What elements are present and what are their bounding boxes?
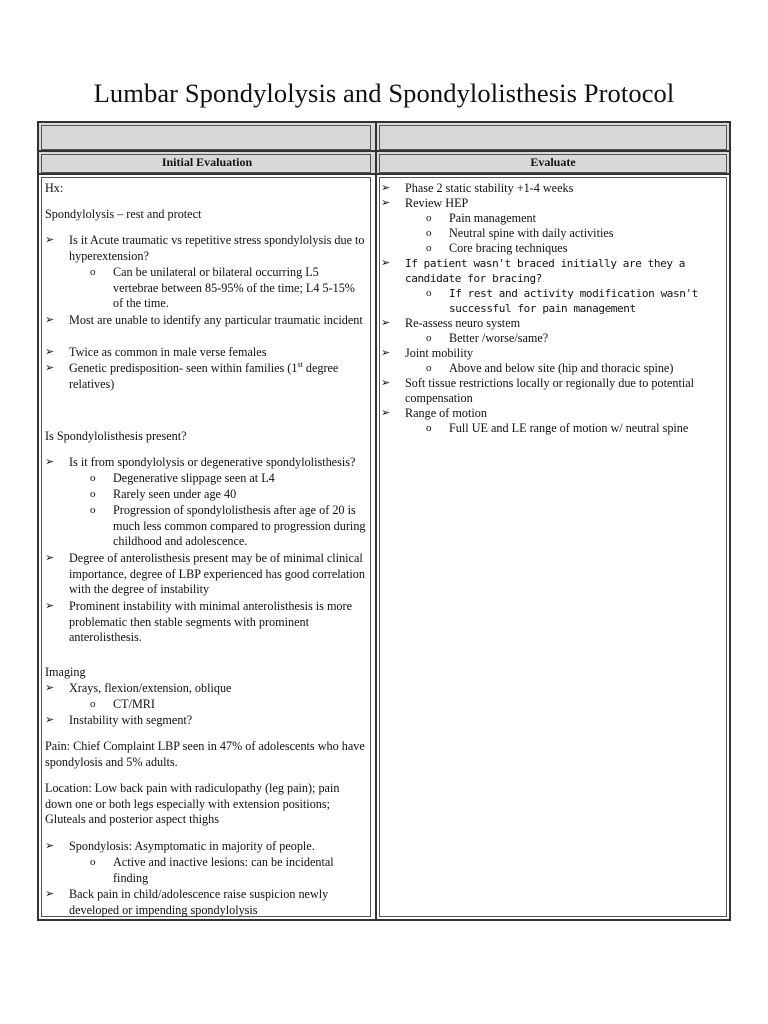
arrow-bullet-icon: ➢ — [381, 317, 391, 329]
protocol-table — [37, 121, 731, 921]
arrow-bullet-icon: ➢ — [381, 257, 391, 269]
arrow-bullet-icon: ➢ — [45, 600, 55, 612]
left-bullet-item — [45, 599, 367, 646]
left-text-7: Is Spondylolisthesis present? — [45, 429, 187, 443]
right-sub-item — [381, 361, 721, 376]
left-paragraph — [45, 181, 367, 197]
left-paragraph — [45, 429, 367, 445]
arrow-bullet-icon: ➢ — [45, 888, 55, 900]
left-text-10: Rarely seen under age 40 — [113, 487, 237, 501]
left-sub-item — [45, 471, 367, 487]
right-text-0: Phase 2 static stability +1-4 weeks — [405, 181, 574, 195]
arrow-bullet-icon: ➢ — [45, 456, 55, 468]
left-text-3: Can be unilateral or bilateral occurring L5 vertebrae between 85-95% of the time; L4 5-15% of the time. — [113, 265, 355, 311]
arrow-bullet-icon: ➢ — [381, 347, 391, 359]
left-text-16: CT/MRI — [113, 697, 155, 711]
left-bullet-item — [45, 551, 367, 598]
left-bullet-item — [45, 681, 367, 697]
left-text-13: Prominent instability with minimal anterolisthesis is more problematic then stable segments with prominent anterolisthesis. — [69, 599, 352, 645]
left-paragraph — [45, 739, 367, 770]
right-bullet-item — [381, 181, 721, 196]
circle-bullet-icon: o — [90, 504, 96, 516]
right-text-7: Re-assess neuro system — [405, 316, 521, 330]
circle-bullet-icon: o — [90, 472, 96, 484]
left-text-5: Twice as common in male verse females — [69, 345, 267, 359]
arrow-bullet-icon: ➢ — [45, 362, 55, 374]
left-bullet-item — [45, 361, 367, 392]
left-paragraph — [45, 665, 367, 681]
circle-bullet-icon: o — [426, 362, 432, 374]
circle-bullet-icon: o — [426, 332, 432, 344]
left-text-6: Genetic predisposition- seen within families (1 — [69, 361, 298, 375]
circle-bullet-icon: o — [426, 242, 432, 254]
right-bullet-item — [381, 196, 721, 211]
left-bullet-item — [45, 233, 367, 264]
right-bullet-item — [381, 346, 721, 361]
left-text-8: Is it from spondylolysis or degenerative spondylolisthesis? — [69, 455, 356, 469]
column-divider — [375, 123, 377, 919]
arrow-bullet-icon: ➢ — [45, 552, 55, 564]
left-text-9: Degenerative slippage seen at L4 — [113, 471, 275, 485]
arrow-bullet-icon: ➢ — [381, 407, 391, 419]
right-sub-item — [381, 286, 721, 316]
right-text-5: If patient wasn't braced initially are they a candidate for bracing? — [405, 257, 686, 285]
arrow-bullet-icon: ➢ — [45, 682, 55, 694]
right-sub-item — [381, 211, 721, 226]
left-bullet-item — [45, 345, 367, 361]
right-text-11: Soft tissue restrictions locally or regionally due to potential compensation — [405, 376, 695, 405]
arrow-bullet-icon: ➢ — [45, 346, 55, 358]
left-paragraph — [45, 207, 367, 223]
circle-bullet-icon: o — [426, 422, 432, 434]
arrow-bullet-icon: ➢ — [45, 234, 55, 246]
left-superscript-6: st — [297, 359, 303, 369]
circle-bullet-icon: o — [90, 488, 96, 500]
document-title: Lumbar Spondylolysis and Spondylolisthesis Protocol — [93, 78, 675, 108]
circle-bullet-icon: o — [90, 698, 96, 710]
right-bullet-item — [381, 256, 721, 286]
left-text-17: Instability with segment? — [69, 713, 193, 727]
left-text-11: Progression of spondylolisthesis after age of 20 is much less common compared to progression during childhood and adolescence. — [113, 503, 366, 549]
arrow-bullet-icon: ➢ — [381, 197, 391, 209]
left-text-1: Spondylolysis – rest and protect — [45, 207, 202, 221]
header-evaluate: Evaluate — [530, 155, 576, 169]
right-text-6: If rest and activity modification wasn't successful for pain management — [449, 287, 698, 315]
left-text-14: Imaging — [45, 665, 86, 679]
arrow-bullet-icon: ➢ — [381, 377, 391, 389]
left-sub-item — [45, 265, 367, 312]
arrow-bullet-icon: ➢ — [45, 314, 55, 326]
right-sub-item — [381, 241, 721, 256]
circle-bullet-icon: o — [90, 266, 96, 278]
left-bullet-item — [45, 713, 367, 729]
left-bullet-item — [45, 313, 367, 329]
left-text-19: Location: Low back pain with radiculopathy (leg pain); pain down one or both legs especially with extension positions; Gluteals and posterior aspect thighs — [45, 781, 340, 827]
right-text-9: Joint mobility — [405, 346, 474, 360]
right-text-12: Range of motion — [405, 406, 487, 420]
left-bullet-item — [45, 887, 367, 918]
right-bullet-item — [381, 376, 721, 406]
left-bullet-item — [45, 455, 367, 471]
circle-bullet-icon: o — [426, 212, 432, 224]
right-bullet-item — [381, 406, 721, 421]
left-sub-item — [45, 487, 367, 503]
left-bullet-item — [45, 839, 367, 855]
right-text-3: Neutral spine with daily activities — [449, 226, 614, 240]
left-text-21: Active and inactive lesions: can be incidental finding — [113, 855, 334, 885]
right-text-13: Full UE and LE range of motion w/ neutral spine — [449, 421, 689, 435]
right-text-8: Better /worse/same? — [449, 331, 549, 345]
right-bullet-item — [381, 316, 721, 331]
right-text-10: Above and below site (hip and thoracic spine) — [449, 361, 674, 375]
left-text-22: Back pain in child/adolescence raise suspicion newly developed or impending spondylolysis — [69, 887, 329, 917]
right-sub-item — [381, 226, 721, 241]
left-text-0: Hx: — [45, 181, 64, 195]
circle-bullet-icon: o — [426, 287, 432, 299]
circle-bullet-icon: o — [90, 856, 96, 868]
left-text-12: Degree of anterolisthesis present may be of minimal clinical importance, degree of LBP experienced has good correlation with the degree of instability — [69, 551, 365, 597]
left-text-2: Is it Acute traumatic vs repetitive stress spondylolysis due to hyperextension? — [69, 233, 365, 263]
left-sub-item — [45, 697, 367, 713]
right-sub-item — [381, 421, 721, 436]
right-text-2: Pain management — [449, 211, 536, 225]
left-paragraph — [45, 781, 367, 828]
left-sub-item — [45, 503, 367, 550]
right-sub-item — [381, 331, 721, 346]
left-text-15: Xrays, flexion/extension, oblique — [69, 681, 232, 695]
table-top-band — [39, 123, 729, 152]
left-text-20: Spondylosis: Asymptomatic in majority of people. — [69, 839, 315, 853]
header-initial-evaluation: Initial Evaluation — [161, 155, 253, 169]
right-text-4: Core bracing techniques — [449, 241, 568, 255]
left-text-4: Most are unable to identify any particular traumatic incident — [69, 313, 363, 327]
arrow-bullet-icon: ➢ — [45, 840, 55, 852]
left-text-after-6: degree relatives) — [69, 361, 339, 391]
left-sub-item — [45, 855, 367, 886]
right-text-1: Review HEP — [405, 196, 469, 210]
left-text-18: Pain: Chief Complaint LBP seen in 47% of adolescents who have spondylosis and 5% adults. — [45, 739, 365, 769]
arrow-bullet-icon: ➢ — [45, 714, 55, 726]
circle-bullet-icon: o — [426, 227, 432, 239]
arrow-bullet-icon: ➢ — [381, 182, 391, 194]
